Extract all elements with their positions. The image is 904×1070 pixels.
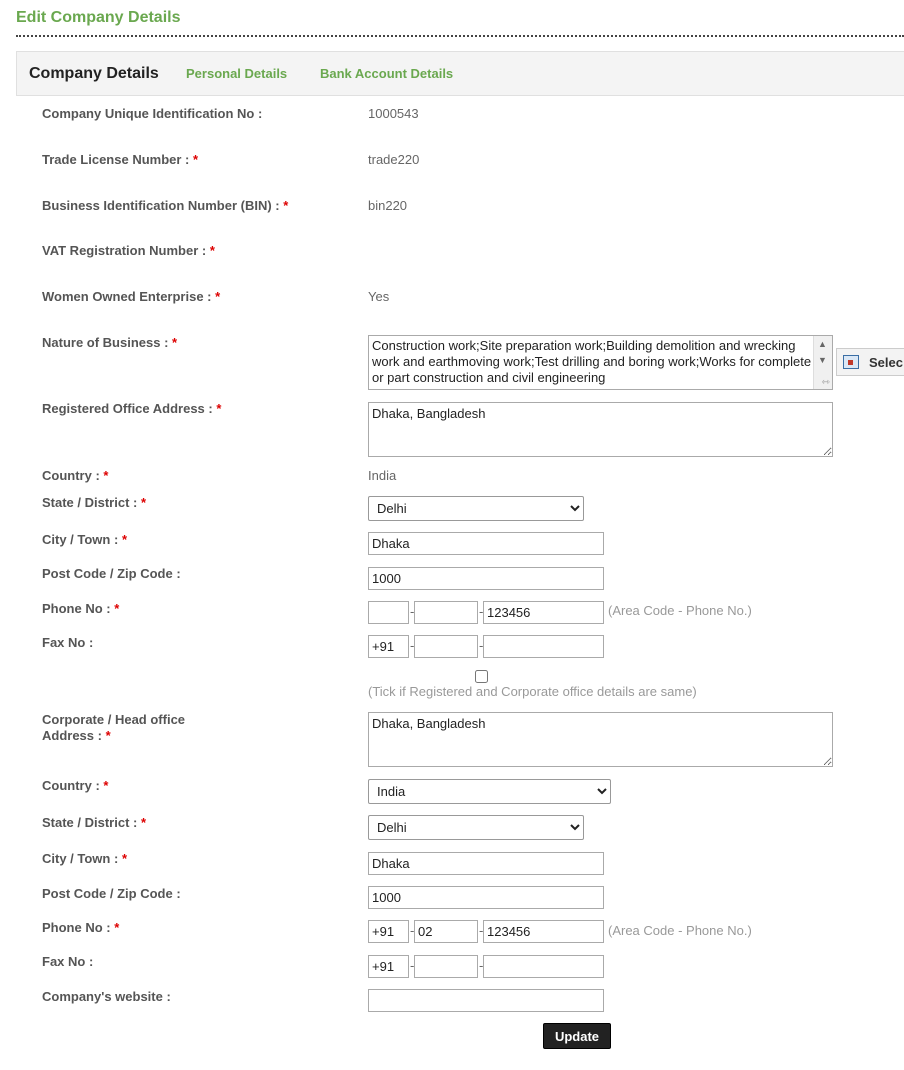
tab-personal-details[interactable]: Personal Details	[186, 66, 288, 81]
reg-country-label: Country : *	[42, 468, 109, 483]
reg-fax-number-input[interactable]	[483, 635, 604, 658]
corp-phone-number-input[interactable]	[483, 920, 604, 943]
select-business-button[interactable]: Selec	[836, 348, 904, 376]
corp-city-input[interactable]	[368, 852, 604, 875]
fax-separator: -	[410, 958, 415, 973]
website-label: Company's website :	[42, 989, 171, 1004]
nature-of-business-label: Nature of Business : *	[42, 335, 178, 350]
corp-fax-label: Fax No :	[42, 954, 94, 969]
phone-separator: -	[479, 923, 484, 938]
scroll-up-icon[interactable]: ▲	[818, 339, 827, 349]
reg-phone-hint: (Area Code - Phone No.)	[608, 603, 752, 618]
phone-separator: -	[410, 604, 415, 619]
corp-postcode-label: Post Code / Zip Code :	[42, 886, 181, 901]
corp-address-label: Corporate / Head office Address : *	[42, 712, 186, 743]
reg-state-label: State / District : *	[42, 495, 147, 510]
women-owned-value: Yes	[368, 289, 390, 304]
reg-phone-area-code-input[interactable]	[414, 601, 478, 624]
nature-of-business-text: Construction work;Site preparation work;Building demolition and wrecking work and earthmoving work;Test drilling and boring work;Works for complete or part construction and civil engineering	[372, 338, 812, 385]
women-owned-label: Women Owned Enterprise : *	[42, 289, 221, 304]
corp-state-select[interactable]	[368, 815, 584, 840]
tab-bank-account-details[interactable]: Bank Account Details	[320, 66, 454, 81]
reg-postcode-label: Post Code / Zip Code :	[42, 566, 181, 581]
reg-phone-label: Phone No : *	[42, 601, 120, 616]
required-mark: *	[209, 243, 215, 258]
reg-postcode-input[interactable]	[368, 567, 604, 590]
required-mark: *	[103, 468, 109, 483]
same-as-registered-hint: (Tick if Registered and Corporate office details are same)	[368, 684, 697, 699]
corp-phone-label: Phone No : *	[42, 920, 120, 935]
reg-phone-country-code-input[interactable]	[368, 601, 409, 624]
calendar-list-icon	[843, 355, 859, 369]
trade-license-label: Trade License Number : *	[42, 152, 199, 167]
required-mark: *	[103, 778, 109, 793]
required-mark: *	[283, 198, 289, 213]
scroll-down-icon[interactable]: ▼	[818, 355, 827, 365]
same-as-registered-checkbox[interactable]	[475, 670, 488, 683]
reg-fax-country-code-input[interactable]	[368, 635, 409, 658]
bin-value: bin220	[368, 198, 408, 213]
required-mark: *	[121, 851, 127, 866]
required-mark: *	[140, 495, 147, 510]
fax-separator: -	[479, 638, 484, 653]
phone-separator: -	[410, 923, 415, 938]
required-mark: *	[216, 401, 222, 416]
reg-city-input[interactable]	[368, 532, 604, 555]
title-divider	[16, 35, 904, 37]
corp-phone-area-code-input[interactable]	[414, 920, 478, 943]
reg-phone-number-input[interactable]	[483, 601, 604, 624]
cuin-label: Company Unique Identification No :	[42, 106, 263, 121]
trade-license-value: trade220	[368, 152, 420, 167]
corp-phone-country-code-input[interactable]	[368, 920, 409, 943]
corp-country-label: Country : *	[42, 778, 109, 793]
fax-separator: -	[410, 638, 415, 653]
resize-grip-icon[interactable]: ⇿	[821, 377, 830, 388]
tab-company-details[interactable]: Company Details	[29, 65, 159, 82]
corp-state-label: State / District : *	[42, 815, 147, 830]
required-mark: *	[172, 335, 178, 350]
phone-separator: -	[479, 604, 484, 619]
tab-bar	[16, 51, 904, 96]
website-input[interactable]	[368, 989, 604, 1012]
bin-label: Business Identification Number (BIN) : *	[42, 198, 289, 213]
reg-address-textarea[interactable]	[368, 402, 833, 457]
vat-label: VAT Registration Number : *	[42, 243, 215, 258]
corp-address-textarea[interactable]	[368, 712, 833, 767]
nature-of-business-scrollbar[interactable]	[813, 336, 832, 389]
required-mark: *	[105, 728, 111, 743]
page-title: Edit Company Details	[16, 9, 181, 26]
reg-address-label: Registered Office Address : *	[42, 401, 222, 416]
required-mark: *	[140, 815, 147, 830]
corp-phone-hint: (Area Code - Phone No.)	[608, 923, 752, 938]
reg-fax-area-code-input[interactable]	[414, 635, 478, 658]
cuin-value: 1000543	[368, 106, 419, 121]
reg-city-label: City / Town : *	[42, 532, 127, 547]
required-mark: *	[114, 920, 120, 935]
nature-of-business-textarea[interactable]	[368, 335, 833, 390]
fax-separator: -	[479, 958, 484, 973]
update-button[interactable]: Update	[543, 1023, 611, 1049]
corp-country-select[interactable]	[368, 779, 611, 804]
corp-fax-country-code-input[interactable]	[368, 955, 409, 978]
reg-country-value: India	[368, 468, 397, 483]
corp-city-label: City / Town : *	[42, 851, 127, 866]
corp-fax-number-input[interactable]	[483, 955, 604, 978]
reg-state-select[interactable]	[368, 496, 584, 521]
required-mark: *	[193, 152, 199, 167]
required-mark: *	[121, 532, 127, 547]
corp-fax-area-code-input[interactable]	[414, 955, 478, 978]
required-mark: *	[114, 601, 120, 616]
corp-postcode-input[interactable]	[368, 886, 604, 909]
reg-fax-label: Fax No :	[42, 635, 94, 650]
required-mark: *	[215, 289, 221, 304]
